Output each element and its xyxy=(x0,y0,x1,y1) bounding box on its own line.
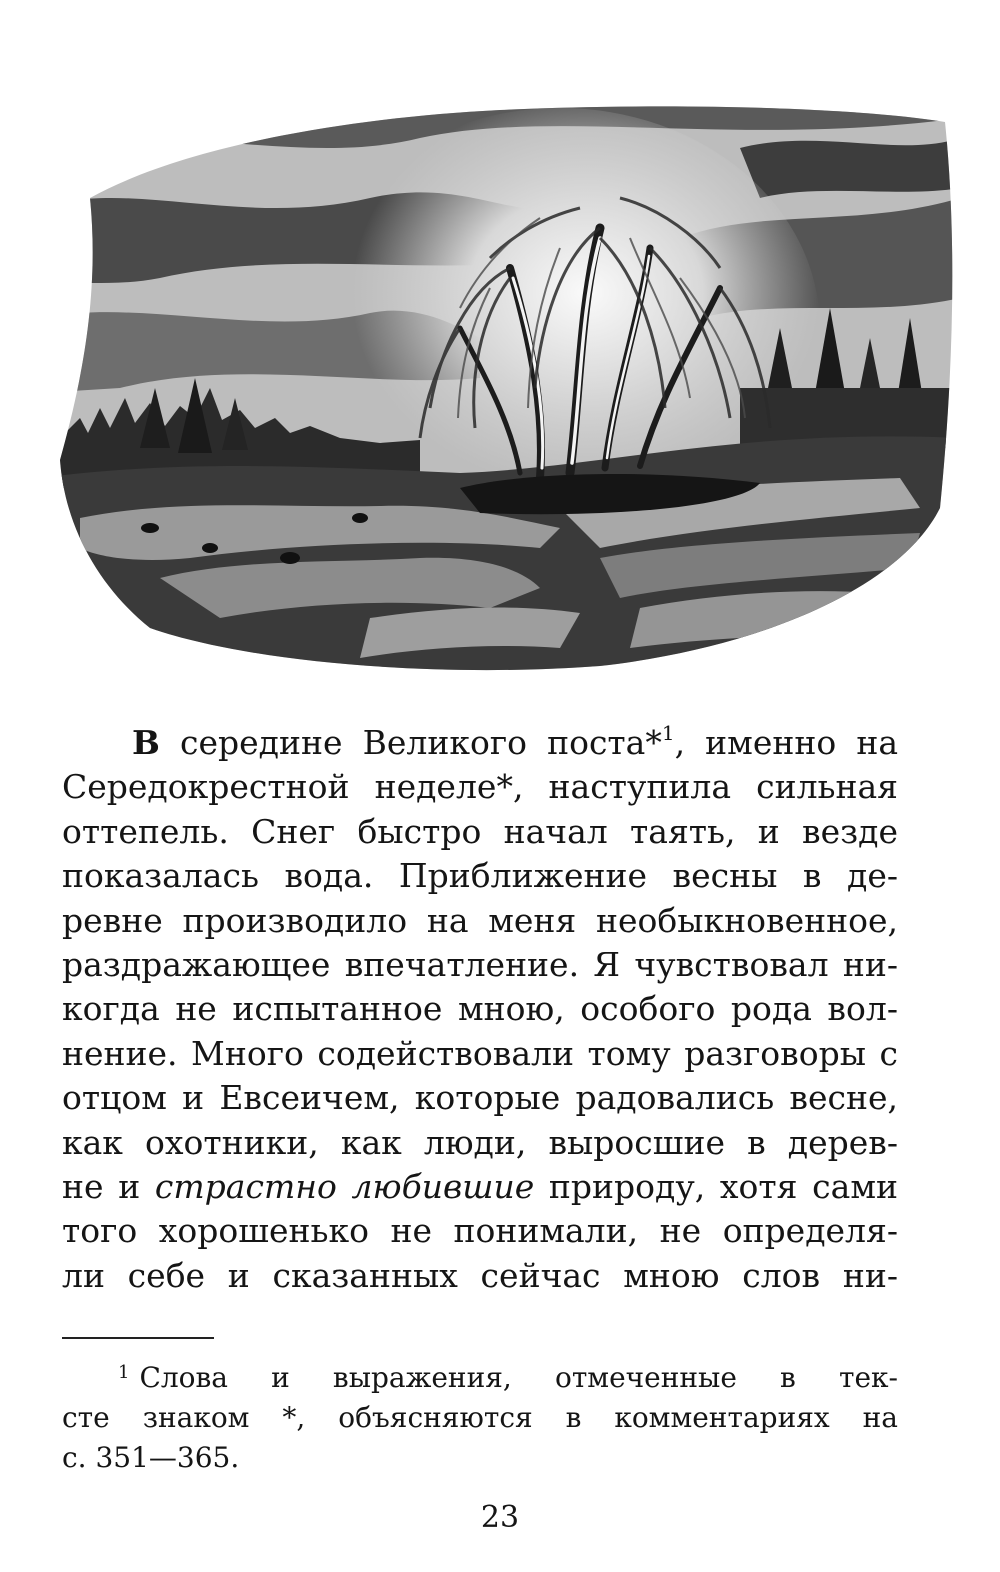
footnote-line xyxy=(62,1358,898,1398)
footnote-reference: 1 xyxy=(661,721,675,745)
page-number: 23 xyxy=(480,1500,520,1535)
footnote-line: с. 351—365. xyxy=(62,1441,240,1474)
footnote-divider xyxy=(62,1337,214,1339)
text-line: как охотники, как люди, выросшие в дерев- xyxy=(62,1122,898,1162)
landscape-illustration xyxy=(40,88,960,678)
text-line: того хорошенько не понимали, не определя- xyxy=(62,1211,898,1251)
text-line: отцом и Евсеичем, которые радовались весне, xyxy=(62,1078,898,1118)
text-segment: Слова и выражения, отмеченные в тек- xyxy=(139,1361,898,1394)
text-line xyxy=(62,1165,898,1209)
text-line: нение. Много содействовали тому разговоры с xyxy=(62,1033,898,1073)
text-segment: природу, хотя сами xyxy=(534,1166,898,1206)
footnote-mark: 1 xyxy=(118,1362,130,1383)
text-line: показалась вода. Приближение весны в де- xyxy=(62,856,898,896)
footnote xyxy=(62,1358,898,1478)
main-text xyxy=(62,721,898,1298)
italic-phrase: страстно любившие xyxy=(154,1166,535,1206)
text-line xyxy=(62,721,898,765)
text-line: когда не испытанное мною, особого рода вол- xyxy=(62,989,898,1029)
footnote-line: сте знаком *, объясняются в комментариях на xyxy=(62,1401,898,1434)
text-line: ревне производило на меня необыкновенное, xyxy=(62,900,898,940)
text-line: Середокрестной неделе*, наступила сильная xyxy=(62,767,898,807)
text-segment: не и xyxy=(62,1166,155,1206)
text-line: раздражающее впечатление. Я чувствовал ни- xyxy=(62,944,898,984)
text-segment: середине Великого поста* xyxy=(159,723,662,762)
drop-cap: В xyxy=(132,723,160,762)
text-line: ли себе и сказанных сейчас мною слов ни- xyxy=(62,1255,898,1295)
text-segment: , именно на xyxy=(674,723,898,762)
text-line: оттепель. Снег быстро начал таять, и везде xyxy=(62,811,898,851)
